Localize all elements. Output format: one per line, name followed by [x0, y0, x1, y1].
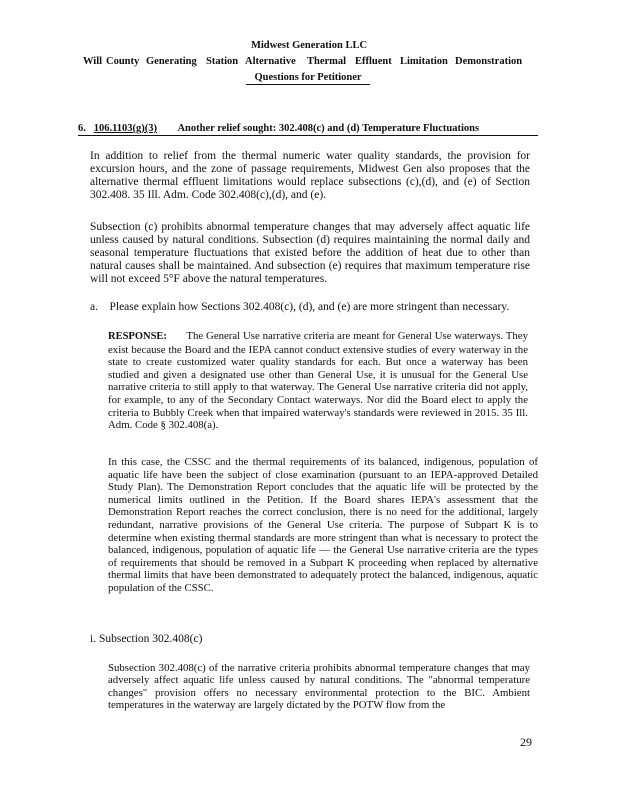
header-company-name: Midwest Generation LLC: [250, 40, 368, 51]
response-paragraph-2: In this case, the CSSC and the thermal requirements of its balanced, indigenous, population of aquatic life have been the subject of close examination (pursuant to an IEPA-approved Detailed Study Plan). The Demonstration Report concludes that the aquatic life will be protected by the numerical limits outlined in the Petition. If the Board shares IEPA's assessment that the Demonstration Report reaches the correct conclusion, there is no need for the additional, largely redundant, narrative provisions of the General Use criteria. The purpose of Subpart K is to determine when existing thermal standards are more stringent than what is necessary to protect the balanced, indigenous, population of aquatic life — the General Use narrative criteria are the types of requirements that should be removed in a Subpart K proceeding when replaced by alternative thermal limits that have been demonstrated to adequately protect the balanced, indigenous, aquatic population of the CSSC.: [108, 456, 538, 594]
header-word: County: [106, 56, 140, 67]
page-number: 29: [520, 735, 532, 749]
question-i: [90, 633, 202, 646]
paragraph-subsections: Subsection (c) prohibits abnormal temperature changes that may adversely affect aquatic life unless caused by natural conditions. Subsection (d) requires maintaining the normal daily and seasonal temperature fluctuations that existed before the addition of heat due to other than natural causes shall be maintained. And subsection (e) requires that maximum temperature rise will not exceed 5°F above the natural temperatures.: [90, 221, 530, 285]
header-word: Station: [206, 56, 239, 67]
header-questions: Questions for Petitioner: [246, 72, 370, 85]
response-paragraph: [108, 330, 528, 432]
question-a-marker: a.: [90, 301, 98, 313]
paragraph-subsection-c: Subsection 302.408(c) of the narrative criteria prohibits abnormal temperature changes that may adversely affect aquatic life unless caused by natural conditions. The "abnormal temperature changes" provision offers no necessary environmental protection to the BIC. Ambient temperatures in the waterway are largely dictated by the POTW flow from the: [108, 662, 530, 711]
header-word: Limitation: [400, 56, 448, 67]
header-word: Effluent: [355, 56, 392, 67]
response-text: The General Use narrative criteria are meant for General Use waterways. They exist because the Board and the IEPA cannot conduct extensive studies of every waterway in the state to create customized water quality standards for each. But once a waterway has been studied and given a designated use other than General Use, it is unusual for the General Use narrative criteria to still apply to that waterway. The General Use narrative criteria did not apply, for example, to any of the Secondary Contact waterways. Nor did the Board elect to apply the criteria to Bubbly Creek when that impaired waterway's standards were reviewed in 2015. 35 Ill. Adm. Code § 302.408(a).: [108, 330, 528, 432]
header-word: Alternative: [245, 56, 296, 67]
header-word: Will: [83, 56, 103, 67]
header-word: Demonstration: [455, 56, 523, 67]
question-a: [90, 301, 530, 314]
section-title: Another relief sought: 302.408(c) and (d) Temperature Fluctuations: [177, 123, 480, 134]
question-i-text: Subsection 302.408(c): [98, 633, 203, 645]
response-label: RESPONSE:: [108, 331, 167, 342]
question-a-text: Please explain how Sections 302.408(c), (d), and (e) are more stringent than necessary.: [109, 301, 510, 313]
header-word: Generating: [146, 56, 197, 67]
section-heading: [78, 123, 538, 136]
header-word: Thermal: [307, 56, 347, 67]
paragraph-intro: In addition to relief from the thermal numeric water quality standards, the provision for excursion hours, and the zone of passage requirements, Midwest Gen also proposes that the alternative thermal effluent limitations would replace subsections (c),(d), and (e) of Section 302.408. 35 Ill. Adm. Code 302.408(c),(d), and (e).: [90, 150, 530, 201]
section-number: 6.: [78, 123, 86, 134]
header-company: [0, 40, 618, 52]
section-citation: 106.1103(g)(3): [93, 123, 158, 134]
question-i-marker: i.: [90, 633, 97, 645]
